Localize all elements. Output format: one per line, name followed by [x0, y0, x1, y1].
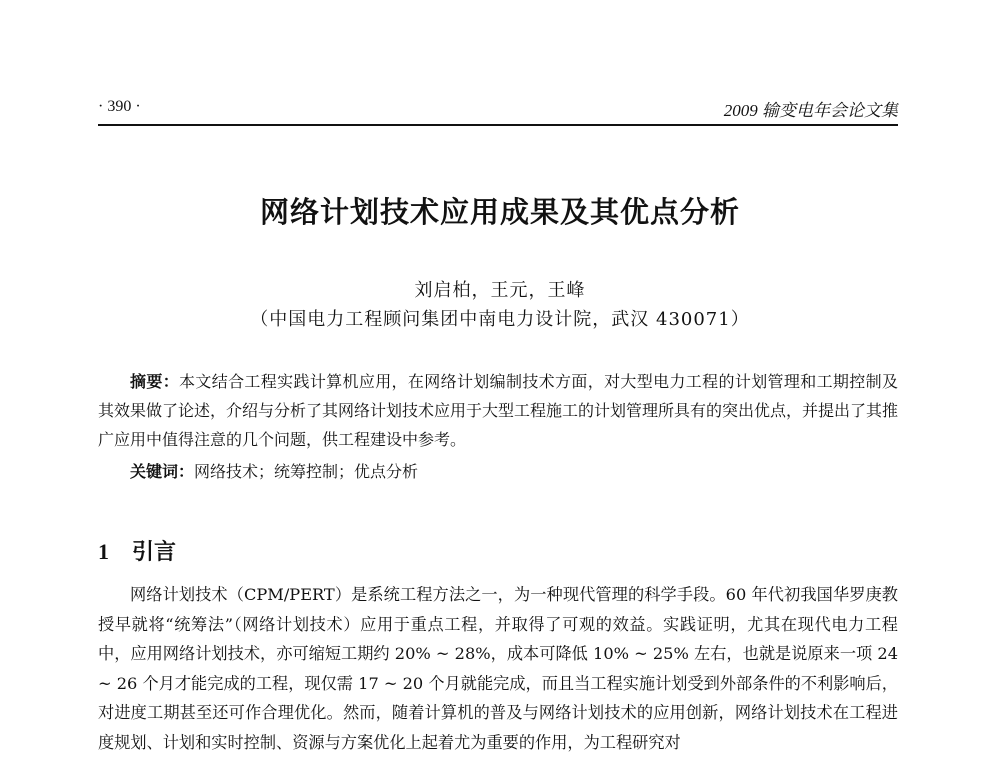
section-number: 1: [98, 539, 109, 564]
journal-title: 2009 输变电年会论文集: [723, 101, 898, 120]
abstract-text: 本文结合工程实践计算机应用，在网络计划编制技术方面，对大型电力工程的计划管理和工期控制及其效果做了论述，介绍与分析了其网络计划技术应用于大型工程施工的计划管理所具有的突出优点，并提出了其推广应用中值得注意的几个问题，供工程建设中参考。: [98, 372, 899, 449]
running-header: [98, 92, 898, 126]
keywords-label: 关键词：: [130, 462, 195, 481]
paper-authors: 刘启柏，王元，王峰: [414, 280, 586, 301]
keywords: [130, 457, 890, 486]
page-number: · 390 ·: [98, 98, 141, 115]
body-paragraph: 网络计划技术（CPM/PERT）是系统工程方法之一，为一种现代管理的科学手段。60 年代初我国华罗庚教授早就将“统筹法”（网络计划技术）应用于重点工程，并取得了可观的效益。实践证明，尤其在现代电力工程中，应用网络计划技术，亦可缩短工期约 20% ~ 28%，成本可降低 10% ~ 25% 左右，也就是说原来一项 24 ~ 26 个月才能完成的工程，现仅需 17 ~ 20 个月就能完成，而且当工程实施计划受到外部条件的不利影响后，对进度工期甚至还可作合理优化。然而，随着计算机的普及与网络计划技术的应用创新，网络计划技术在工程进度规划、计划和实时控制、资源与方案优化上起着尤为重要的作用，为工程研究对: [98, 585, 898, 752]
abstract: [98, 367, 898, 454]
section-title: 引言: [132, 540, 177, 565]
abstract-label: 摘要：: [130, 372, 180, 391]
paper-title: 网络计划技术应用成果及其优点分析: [259, 195, 740, 229]
keywords-text: 网络技术；统筹控制；优点分析: [194, 462, 419, 481]
section-heading: [98, 535, 898, 566]
paper-affiliation: （中国电力工程顾问集团中南电力设计院，武汉 430071）: [250, 309, 750, 330]
